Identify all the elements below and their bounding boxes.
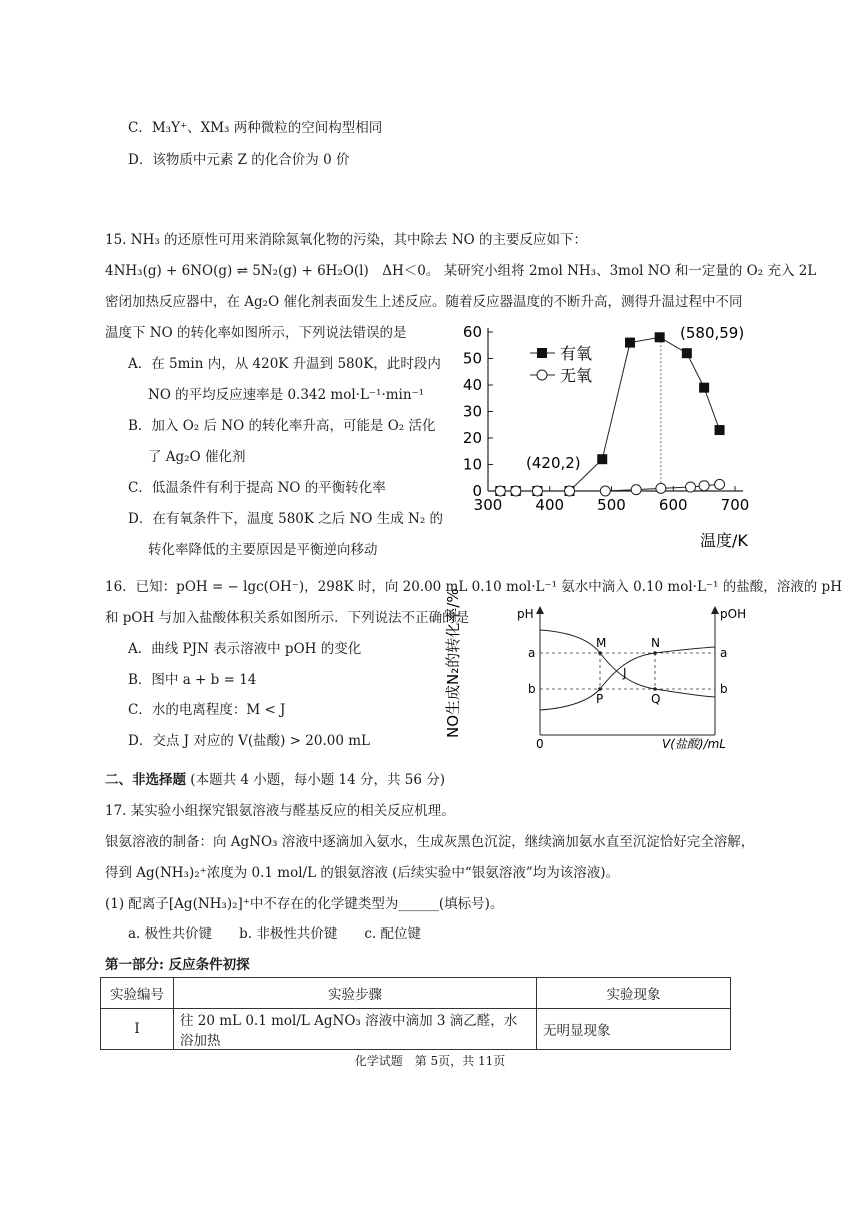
q15-option-c: C．低温条件有利于提高 NO 的平衡转化率 <box>128 480 386 496</box>
q17-question-1: (1) 配离子[Ag(NH₃)₂]⁺中不存在的化学键类型为______(填标号)。 <box>105 896 504 912</box>
q17-prep-line2: 得到 Ag(NH₃)₂⁺浓度为 0.1 mol/L 的银氨溶液 (后续实验中“银氨溶液”均为该溶液)。 <box>105 865 619 881</box>
point-P: P <box>596 692 604 706</box>
x-tick-label: 700 <box>720 496 750 514</box>
q15-option-d-line1: D．在有氧条件下，温度 580K 之后 NO 生成 N₂ 的 <box>128 511 444 527</box>
table-cell: 无明显现象 <box>537 1009 731 1050</box>
data-point-no-oxygen <box>511 486 521 496</box>
q15-option-b-line1: B．加入 O₂ 后 NO 的转化率升高，可能是 O₂ 活化 <box>128 418 436 434</box>
data-point-no-oxygen <box>699 481 709 491</box>
data-point-oxygen <box>597 454 607 464</box>
level-a-right: a <box>720 646 728 660</box>
level-b-right: b <box>720 682 728 696</box>
y-tick-label: 30 <box>462 402 482 421</box>
y-tick-label: 40 <box>462 376 482 394</box>
data-point-oxygen <box>682 348 692 358</box>
data-point-oxygen <box>715 425 725 435</box>
data-point-no-oxygen <box>532 486 542 496</box>
x-tick-label: 600 <box>658 496 688 514</box>
x-axis-label: V(盐酸)/mL <box>662 737 726 751</box>
data-point-no-oxygen <box>565 486 575 496</box>
legend-label-no-oxygen: 无氧 <box>560 366 593 385</box>
y-tick-label: 50 <box>462 349 482 368</box>
y-tick-label: 20 <box>462 429 482 447</box>
data-point-no-oxygen <box>715 479 725 489</box>
conversion-chart-ylabel: NO生成N₂的转化率/% <box>444 588 462 738</box>
level-a-left: a <box>528 646 536 660</box>
annotation-580-59: (580,59) <box>680 324 745 342</box>
ph-poh-chart <box>510 600 765 750</box>
q14-option-d: D．该物质中元素 Z 的化合价为 0 价 <box>128 152 350 168</box>
data-point-no-oxygen <box>686 482 696 492</box>
q15-stem-line4: 温度下 NO 的转化率如图所示，下列说法错误的是 <box>105 325 407 341</box>
table-header: 实验步骤 <box>174 978 537 1009</box>
y-tick-label: 10 <box>462 455 482 474</box>
q14-option-c: C．M₃Y⁺、XM₃ 两种微粒的空间构型相同 <box>128 120 383 136</box>
q15-stem-line3: 密闭加热反应器中，在 Ag₂O 催化剂表面发生上述反应。随着反应器温度的不断升高，测得升温过程中不同 <box>105 294 743 310</box>
point-M: M <box>596 636 607 650</box>
data-point-no-oxygen <box>656 483 666 493</box>
q16-stem-line1: 16．已知：pOH = − lgc(OH⁻)，298K 时，向 20.00 mL 0.10 mol·L⁻¹ 氨水中滴入 0.10 mol·L⁻¹ 的盐酸，溶液的 pH <box>105 579 842 595</box>
part2-note: (本题共 4 小题，每小题 14 分，共 56 分) <box>190 772 446 788</box>
data-point-no-oxygen <box>600 486 610 496</box>
q17-prep-line1: 银氨溶液的制备：向 AgNO₃ 溶液中逐滴加入氨水，生成灰黑色沉淀，继续滴加氨水直至沉淀恰好完全溶解， <box>105 834 755 850</box>
table-cell: 往 20 mL 0.1 mol/L AgNO₃ 溶液中滴加 3 滴乙醛，水浴加热 <box>174 1009 537 1050</box>
point-Q: Q <box>651 692 661 706</box>
poh-axis-label: pOH <box>720 607 747 621</box>
q16-stem-line2: 和 pOH 与加入盐酸体积关系如图所示．下列说法不正确的是 <box>105 610 470 626</box>
part1-title: 第一部分: 反应条件初探 <box>105 957 250 973</box>
x-tick-label: 400 <box>535 496 565 514</box>
data-point-oxygen <box>625 338 635 348</box>
part2-heading-row <box>105 768 445 788</box>
experiment-table <box>100 977 731 1050</box>
q16-option-b: B．图中 a + b = 14 <box>128 672 257 688</box>
page-footer: 化学试题 第 5页，共 11页 <box>354 1054 506 1068</box>
q16-option-a: A．曲线 PJN 表示溶液中 pOH 的变化 <box>128 641 362 657</box>
table-cell: I <box>101 1009 174 1050</box>
table-header: 实验现象 <box>537 978 731 1009</box>
conversion-chart-xlabel: 温度/K <box>700 531 748 550</box>
data-point-no-oxygen <box>631 485 641 495</box>
q15-stem-line1: 15. NH₃ 的还原性可用来消除氮氧化物的污染，其中除去 NO 的主要反应如下： <box>105 232 588 248</box>
point-J: J <box>623 666 627 680</box>
data-point-oxygen <box>699 383 709 393</box>
q16-option-d: D．交点 J 对应的 V(盐酸) > 20.00 mL <box>128 733 370 749</box>
q15-option-a-line1: A．在 5min 内，从 420K 升温到 580K，此时段内 <box>128 356 441 372</box>
table-row <box>101 1009 731 1050</box>
table-header-row <box>101 978 731 1009</box>
q15-stem-line2: 4NH₃(g) + 6NO(g) ⇌ 5N₂(g) + 6H₂O(l) ΔH＜0。 某研究小组将 2mol NH₃、3mol NO 和一定量的 O₂ 充入 2L <box>105 263 817 279</box>
data-point-oxygen <box>655 332 665 342</box>
x-tick-label: 500 <box>597 496 626 514</box>
ph-axis-label: pH <box>517 607 534 621</box>
annotation-420-2: (420,2) <box>526 454 581 472</box>
table-header: 实验编号 <box>101 978 174 1009</box>
part2-heading: 二、非选择题 <box>105 772 186 788</box>
data-point-no-oxygen <box>495 486 505 496</box>
legend-marker-oxygen <box>537 348 547 358</box>
ph-curve-MJQ <box>540 630 715 697</box>
legend-label-oxygen: 有氧 <box>560 344 593 363</box>
legend <box>530 344 592 385</box>
q15-option-a-line2: NO 的平均反应速率是 0.342 mol·L⁻¹·min⁻¹ <box>148 387 425 403</box>
q16-option-c: C．水的电离程度：M < J <box>128 702 286 718</box>
q15-option-d-line2: 转化率降低的主要原因是平衡逆向移动 <box>148 542 378 558</box>
q17-choices: a. 极性共价键 b. 非极性共价键 c. 配位键 <box>128 926 421 942</box>
origin-label: 0 <box>536 737 544 751</box>
level-b-left: b <box>528 682 536 696</box>
x-tick-label: 300 <box>473 496 503 514</box>
legend-marker-no-oxygen <box>537 370 547 380</box>
q17-stem: 17. 某实验小组探究银氨溶液与醛基反应的相关反应机理。 <box>105 803 455 819</box>
point-N: N <box>651 636 660 650</box>
y-tick-label: 60 <box>462 323 482 341</box>
y-tick-label: 0 <box>472 482 482 500</box>
q15-option-b-line2: 了 Ag₂O 催化剂 <box>148 449 246 465</box>
